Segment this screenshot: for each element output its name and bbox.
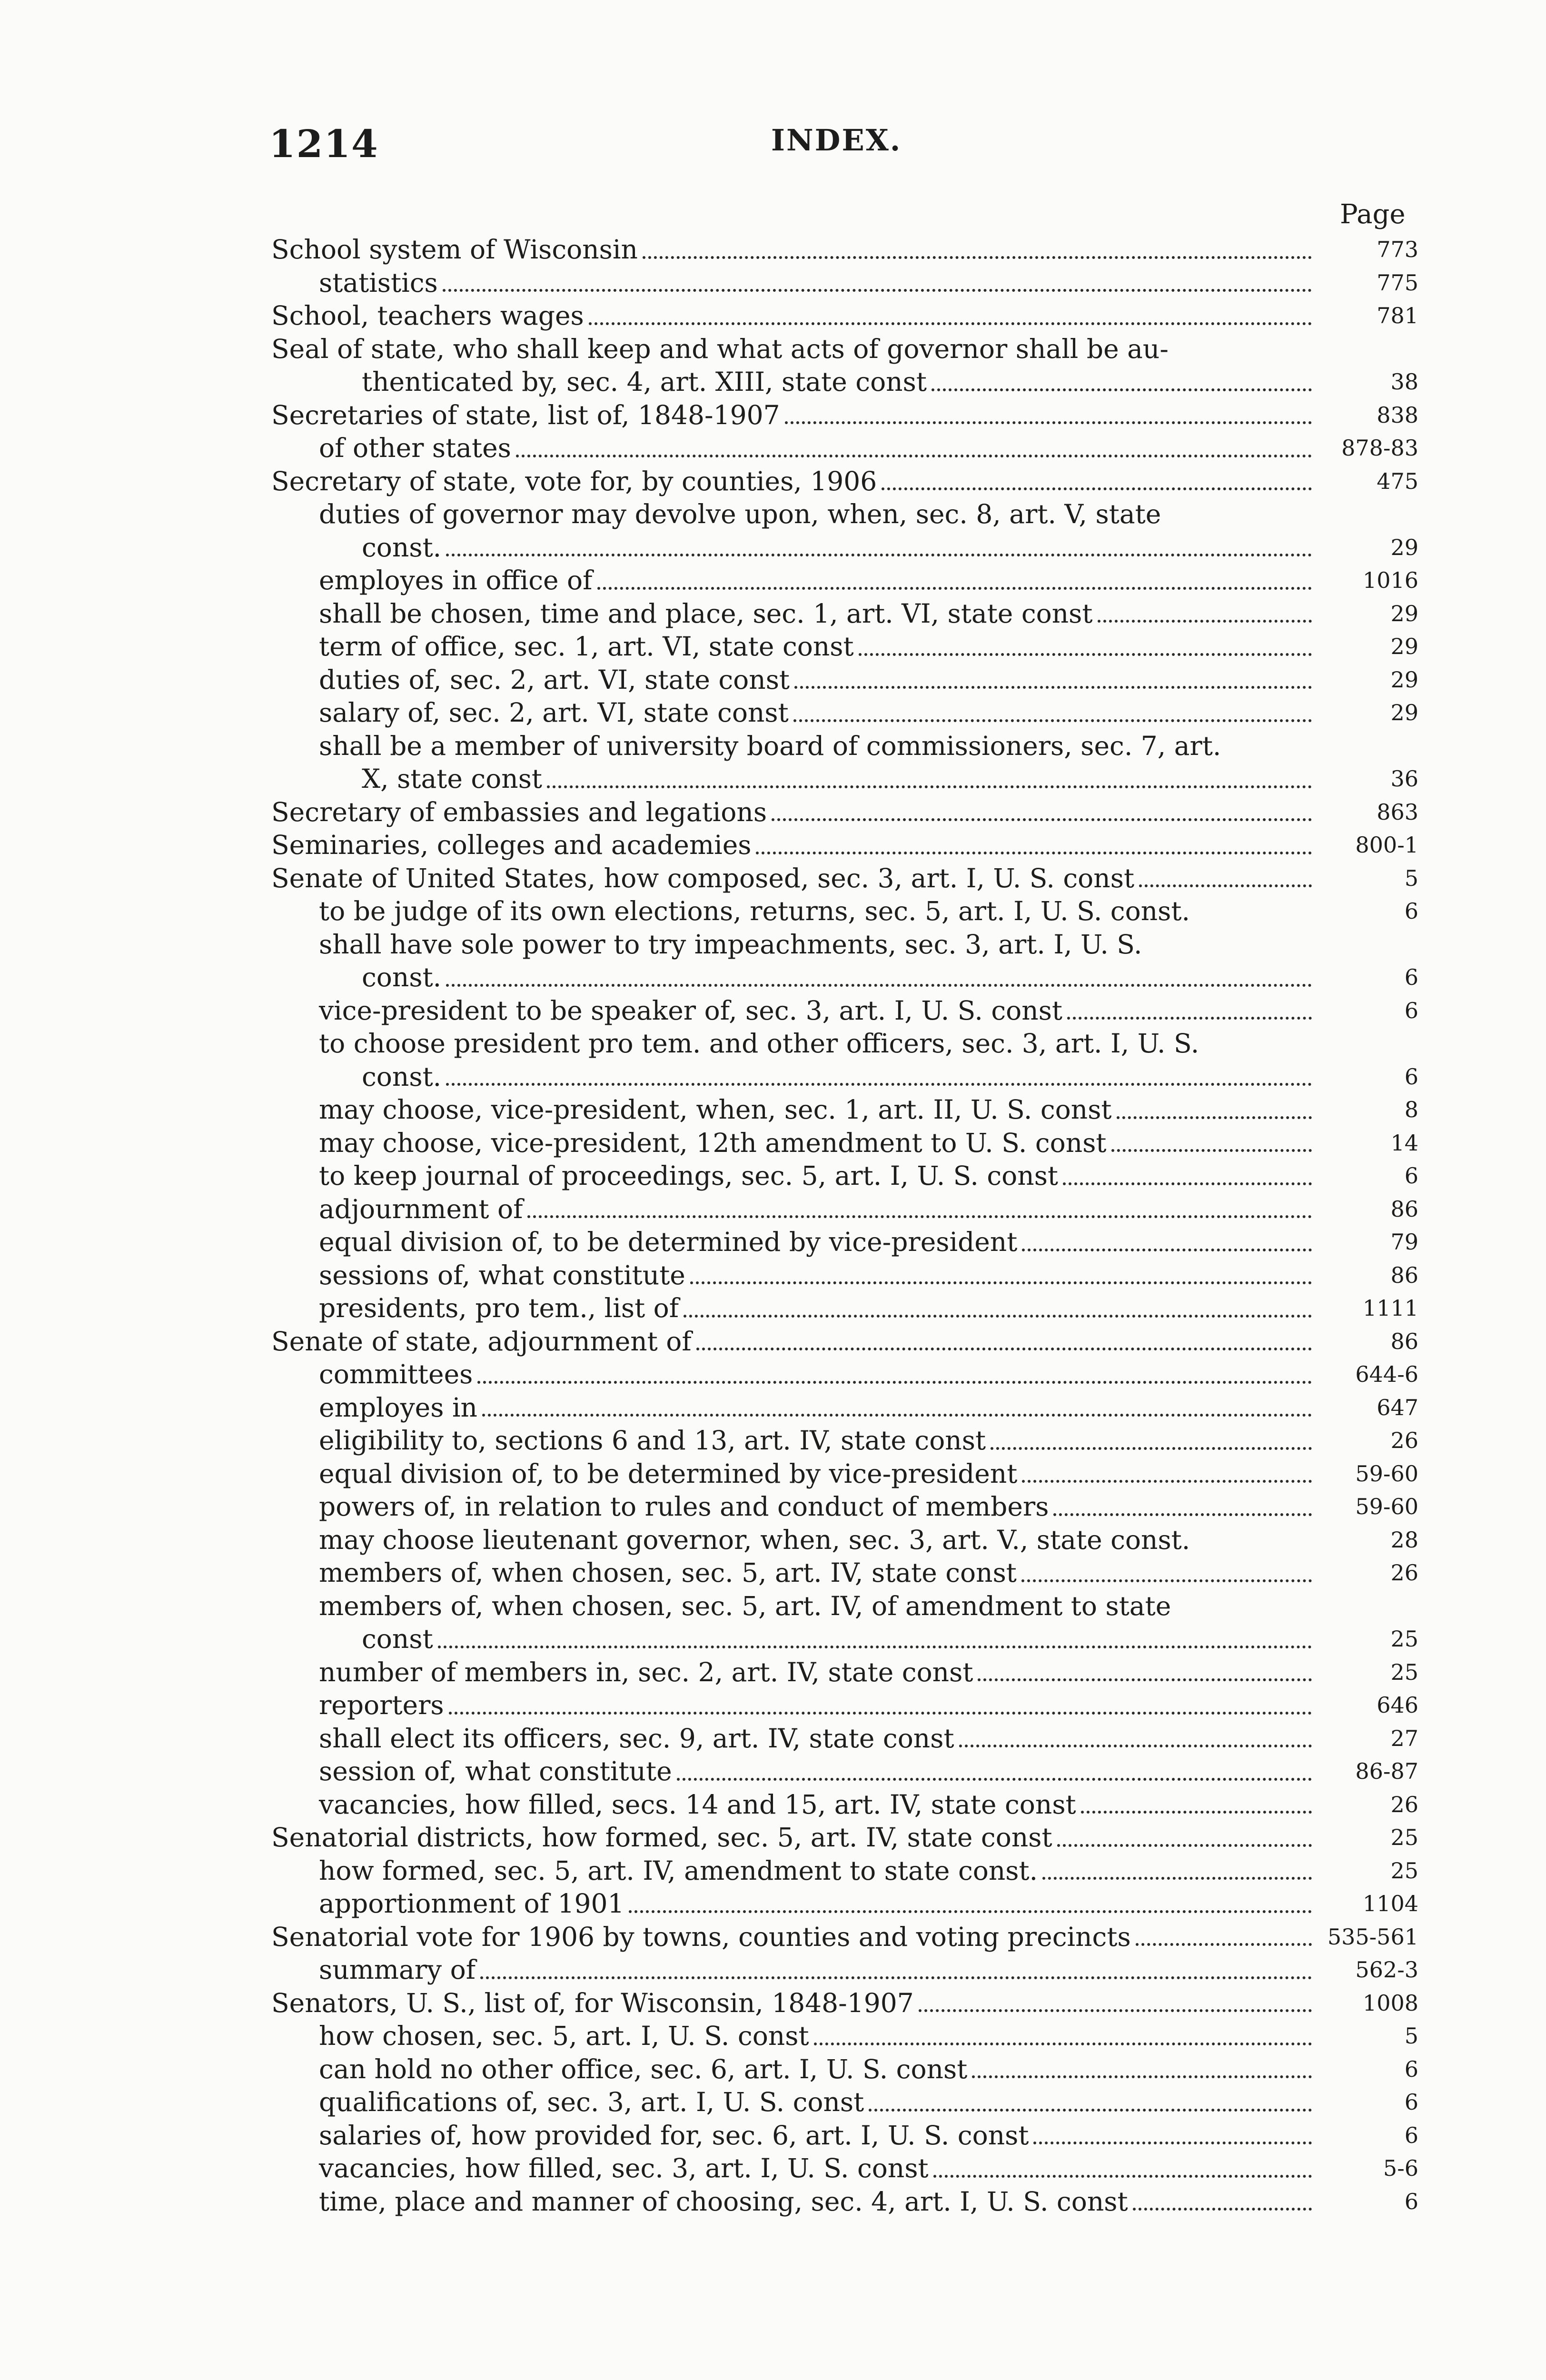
page-ref: 86	[1390, 1328, 1418, 1354]
index-line	[271, 895, 1418, 928]
entry-text: sessions of, what constitute	[319, 1259, 685, 1290]
dot-leader	[527, 1215, 1312, 1218]
index-line	[271, 664, 1418, 697]
index-line	[271, 730, 1418, 763]
entry-text: duties of governor may devolve upon, when, sec. 8, art. V, state	[319, 499, 1161, 529]
index-line	[271, 1292, 1418, 1325]
index-line	[271, 2152, 1418, 2185]
index-line	[271, 1854, 1418, 1888]
dot-leader	[972, 2075, 1312, 2078]
dot-leader	[772, 818, 1312, 821]
index-line	[271, 333, 1418, 366]
entry-text: members of, when chosen, sec. 5, art. IV, of amendment to state	[319, 1590, 1171, 1621]
page-ref: 5	[1404, 865, 1418, 891]
page-ref: 8	[1404, 1097, 1418, 1122]
index-line	[271, 233, 1418, 267]
index-line	[271, 1788, 1418, 1822]
page-ref: 27	[1390, 1725, 1418, 1751]
index-line	[271, 961, 1418, 994]
index-line	[271, 1524, 1418, 1557]
entry-text: const	[362, 1624, 433, 1654]
index-line	[271, 1921, 1418, 1954]
index-line	[271, 928, 1418, 962]
index-line	[271, 1391, 1418, 1425]
page-ref: 800-1	[1355, 832, 1418, 858]
index-line	[271, 1656, 1418, 1689]
dot-leader	[1081, 1811, 1312, 1814]
page-ref: 29	[1390, 634, 1418, 659]
page-ref: 6	[1404, 2056, 1418, 2082]
index-line	[271, 597, 1418, 631]
entry-text: Senate of United States, how composed, sec. 3, art. I, U. S. const	[271, 863, 1135, 893]
index-line	[271, 696, 1418, 730]
entry-text: School, teachers wages	[271, 300, 584, 331]
entry-text: Secretaries of state, list of, 1848-1907	[271, 399, 780, 430]
page-ref: 6	[1404, 2188, 1418, 2214]
page-title: INDEX.	[771, 123, 902, 158]
dot-leader	[438, 1646, 1312, 1648]
page-ref: 6	[1404, 898, 1418, 924]
entry-text: shall be chosen, time and place, sec. 1, art. VI, state const	[319, 598, 1093, 629]
entry-text: number of members in, sec. 2, art. IV, state const	[319, 1656, 973, 1687]
entry-text: how formed, sec. 5, art. IV, amendment to state const.	[319, 1855, 1038, 1886]
entry-text: salaries of, how provided for, sec. 6, art. I, U. S. const	[319, 2120, 1029, 2151]
entry-text: salary of, sec. 2, art. VI, state const	[319, 697, 789, 728]
index-line	[271, 2119, 1418, 2152]
page-ref: 647	[1377, 1394, 1418, 1420]
page-ref: 86	[1390, 1196, 1418, 1222]
dot-leader	[477, 1381, 1312, 1384]
dot-leader	[547, 785, 1312, 788]
entry-text: shall elect its officers, sec. 9, art. IV, state const	[319, 1723, 954, 1754]
entry-text: Secretary of embassies and legations	[271, 796, 767, 827]
page-ref: 773	[1377, 237, 1418, 262]
index-line	[271, 498, 1418, 531]
index-line	[271, 1887, 1418, 1921]
page-ref: 6	[1404, 997, 1418, 1023]
index-line	[271, 1490, 1418, 1524]
entry-text: const.	[362, 532, 442, 563]
entry-text: Seal of state, who shall keep and what acts of governor shall be au-	[271, 333, 1169, 364]
entry-text: Senate of state, adjournment of	[271, 1326, 692, 1357]
index-line	[271, 1061, 1418, 1094]
entry-text: may choose, vice-president, when, sec. 1, art. II, U. S. const	[319, 1094, 1112, 1125]
index-line	[271, 2185, 1418, 2219]
dot-leader	[1063, 1182, 1312, 1185]
entry-text: how chosen, sec. 5, art. I, U. S. const	[319, 2021, 809, 2051]
dot-leader	[643, 256, 1312, 259]
page-ref: 29	[1390, 600, 1418, 626]
index-line	[271, 299, 1418, 333]
index-entries	[271, 233, 1418, 2218]
dot-leader	[1033, 2142, 1312, 2144]
page-ref: 6	[1404, 2122, 1418, 2148]
index-line	[271, 1027, 1418, 1061]
index-line	[271, 1590, 1418, 1623]
dot-leader	[1139, 884, 1312, 887]
entry-text: shall be a member of university board of commissioners, sec. 7, art.	[319, 730, 1221, 761]
dot-leader	[1136, 1943, 1312, 1946]
dot-leader	[1111, 1149, 1312, 1152]
page-ref: 1008	[1362, 1990, 1418, 2016]
page-ref: 878-83	[1341, 435, 1418, 461]
dot-leader	[882, 487, 1312, 490]
index-line	[271, 1127, 1418, 1160]
index-line	[271, 432, 1418, 465]
page-ref: 29	[1390, 666, 1418, 693]
dot-leader	[1098, 620, 1312, 623]
index-line	[271, 1954, 1418, 1987]
entry-text: time, place and manner of choosing, sec. 4, art. I, U. S. const	[319, 2186, 1128, 2217]
entry-text: adjournment of	[319, 1193, 523, 1224]
dot-leader	[1021, 1579, 1312, 1582]
page-ref: 5-6	[1383, 2155, 1418, 2181]
index-line	[271, 763, 1418, 796]
dot-leader	[446, 554, 1312, 556]
entry-text: duties of, sec. 2, art. VI, state const	[319, 664, 790, 695]
dot-leader	[1053, 1513, 1312, 1516]
index-line	[271, 564, 1418, 597]
index-line	[271, 531, 1418, 565]
index-line	[271, 1722, 1418, 1755]
page-ref: 59-60	[1355, 1494, 1418, 1519]
dot-leader	[480, 1976, 1312, 1979]
index-line	[271, 796, 1418, 829]
entry-text: employes in office of	[319, 565, 593, 595]
index-line	[271, 1259, 1418, 1292]
dot-leader	[756, 852, 1312, 854]
index-line	[271, 366, 1418, 399]
page-ref: 535-561	[1327, 1924, 1418, 1950]
page-ref: 26	[1390, 1791, 1418, 1817]
dot-leader	[449, 1712, 1312, 1715]
entry-text: Senatorial districts, how formed, sec. 5, art. IV, state const	[271, 1822, 1052, 1853]
index-line	[271, 1424, 1418, 1458]
dot-leader	[1057, 1844, 1312, 1847]
index-line	[271, 1987, 1418, 2020]
page-ref: 1016	[1362, 567, 1418, 593]
index-line	[271, 829, 1418, 862]
dot-leader	[516, 455, 1312, 457]
index-line	[271, 1160, 1418, 1193]
page-ref: 79	[1390, 1229, 1418, 1255]
entry-text: vice-president to be speaker of, sec. 3, art. I, U. S. const	[319, 995, 1063, 1026]
entry-text: const.	[362, 962, 442, 992]
dot-leader	[785, 421, 1312, 424]
entry-text: thenticated by, sec. 4, art. XIII, state const	[362, 367, 927, 397]
page-ref: 38	[1390, 369, 1418, 395]
entry-text: can hold no other office, sec. 6, art. I, U. S. const	[319, 2053, 968, 2084]
page-ref: 25	[1390, 1659, 1418, 1685]
entry-text: Secretary of state, vote for, by counties, 1906	[271, 466, 877, 496]
dot-leader	[1022, 1480, 1312, 1483]
dot-leader	[793, 719, 1312, 722]
dot-leader	[597, 587, 1312, 590]
entry-text: summary of	[319, 1954, 476, 1985]
page-ref: 25	[1390, 1825, 1418, 1850]
page-ref: 86	[1390, 1262, 1418, 1288]
entry-text: const.	[362, 1061, 442, 1092]
index-line	[271, 1689, 1418, 1722]
dot-leader	[933, 2175, 1312, 2178]
entry-text: eligibility to, sections 6 and 13, art. IV, state const	[319, 1425, 986, 1456]
page-ref: 29	[1390, 700, 1418, 725]
index-line	[271, 1325, 1418, 1359]
page-ref: 36	[1390, 766, 1418, 792]
entry-text: powers of, in relation to rules and conduct of members	[319, 1491, 1049, 1522]
page-ref: 6	[1404, 1063, 1418, 1090]
entry-text: statistics	[319, 267, 438, 298]
page-column-label: Page	[1340, 199, 1406, 230]
dot-leader	[1042, 1877, 1312, 1880]
entry-text: employes in	[319, 1392, 477, 1423]
page-ref: 781	[1377, 303, 1418, 328]
dot-leader	[978, 1678, 1312, 1681]
page-ref: 6	[1404, 1163, 1418, 1189]
entry-text: of other states	[319, 433, 511, 463]
page-ref: 59-60	[1355, 1460, 1418, 1487]
index-line	[271, 1193, 1418, 1226]
page-ref: 28	[1390, 1527, 1418, 1553]
page-ref: 475	[1377, 468, 1418, 494]
page-ref: 644-6	[1355, 1361, 1418, 1387]
index-line	[271, 1093, 1418, 1127]
entry-text: vacancies, how filled, sec. 3, art. I, U. S. const	[319, 2153, 929, 2183]
entry-text: term of office, sec. 1, art. VI, state const	[319, 631, 854, 662]
index-line	[271, 862, 1418, 895]
entry-text: may choose lieutenant governor, when, sec. 3, art. V., state const.	[319, 1524, 1190, 1555]
entry-text: presidents, pro tem., list of	[319, 1293, 679, 1323]
dot-leader	[1067, 1017, 1312, 1020]
entry-text: reporters	[319, 1690, 444, 1720]
dot-leader	[794, 686, 1312, 689]
page-ref: 29	[1390, 534, 1418, 560]
index-line	[271, 465, 1418, 498]
dot-leader	[919, 2009, 1312, 2012]
page-ref: 1111	[1362, 1295, 1418, 1321]
dot-leader	[1133, 2208, 1312, 2211]
dot-leader	[677, 1778, 1312, 1781]
entry-text: qualifications of, sec. 3, art. I, U. S. const	[319, 2087, 864, 2117]
dot-leader	[959, 1745, 1312, 1747]
dot-leader	[991, 1447, 1312, 1450]
page-ref: 14	[1390, 1130, 1418, 1156]
index-line	[271, 1821, 1418, 1854]
dot-leader	[814, 2043, 1312, 2045]
dot-leader	[684, 1315, 1312, 1318]
dot-leader	[859, 653, 1312, 656]
index-line	[271, 267, 1418, 300]
dot-leader	[690, 1281, 1312, 1284]
page-ref: 6	[1404, 2089, 1418, 2115]
entry-text: members of, when chosen, sec. 5, art. IV, state const	[319, 1557, 1017, 1588]
entry-text: X, state const	[362, 764, 543, 794]
dot-leader	[629, 1910, 1312, 1913]
dot-leader	[446, 1083, 1312, 1086]
index-line	[271, 630, 1418, 664]
dot-leader	[443, 289, 1312, 292]
entry-text: School system of Wisconsin	[271, 234, 638, 265]
index-line	[271, 1358, 1418, 1391]
dot-leader	[446, 984, 1312, 987]
page-ref: 646	[1377, 1692, 1418, 1718]
page-ref: 1104	[1362, 1891, 1418, 1916]
index-line	[271, 1755, 1418, 1788]
page-ref: 86-87	[1355, 1758, 1418, 1784]
page-ref: 775	[1377, 269, 1418, 296]
entry-text: Seminaries, colleges and academies	[271, 830, 752, 860]
dot-leader	[869, 2109, 1312, 2112]
entry-text: shall have sole power to try impeachments, sec. 3, art. I, U. S.	[319, 929, 1142, 960]
page-ref: 25	[1390, 1857, 1418, 1884]
dot-leader	[482, 1414, 1312, 1417]
entry-text: Senators, U. S., list of, for Wisconsin, 1848-1907	[271, 1987, 914, 2018]
page-ref: 562-3	[1355, 1957, 1418, 1983]
entry-text: apportionment of 1901	[319, 1888, 624, 1919]
page-ref: 5	[1404, 2023, 1418, 2049]
entry-text: equal division of, to be determined by vice-president	[319, 1227, 1018, 1257]
index-line	[271, 399, 1418, 432]
dot-leader	[932, 388, 1312, 391]
index-line	[271, 994, 1418, 1028]
page-number: 1214	[269, 121, 379, 166]
index-line	[271, 1458, 1418, 1491]
dot-leader	[589, 322, 1312, 325]
page-ref: 6	[1404, 964, 1418, 990]
index-line	[271, 1557, 1418, 1590]
entry-text: Senatorial vote for 1906 by towns, counties and voting precincts	[271, 1921, 1131, 1952]
page-ref: 26	[1390, 1560, 1418, 1586]
index-line	[271, 1623, 1418, 1656]
dot-leader	[1117, 1116, 1312, 1119]
page-ref: 863	[1377, 799, 1418, 825]
entry-text: to keep journal of proceedings, sec. 5, art. I, U. S. const	[319, 1160, 1059, 1191]
entry-text: to choose president pro tem. and other officers, sec. 3, art. I, U. S.	[319, 1028, 1199, 1059]
index-line	[271, 2053, 1418, 2086]
page-ref: 26	[1390, 1428, 1418, 1453]
index-line	[271, 2086, 1418, 2119]
dot-leader	[1022, 1249, 1312, 1251]
entry-text: committees	[319, 1359, 473, 1389]
page-ref: 25	[1390, 1626, 1418, 1652]
index-line	[271, 2020, 1418, 2053]
entry-text: may choose, vice-president, 12th amendment to U. S. const	[319, 1127, 1107, 1158]
entry-text: session of, what constitute	[319, 1756, 672, 1786]
index-line	[271, 1226, 1418, 1259]
page-ref: 838	[1377, 402, 1418, 428]
entry-text: to be judge of its own elections, returns, sec. 5, art. I, U. S. const.	[319, 896, 1190, 926]
entry-text: equal division of, to be determined by vice-president	[319, 1458, 1018, 1489]
dot-leader	[696, 1348, 1312, 1350]
entry-text: vacancies, how filled, secs. 14 and 15, art. IV, state const	[319, 1789, 1076, 1820]
